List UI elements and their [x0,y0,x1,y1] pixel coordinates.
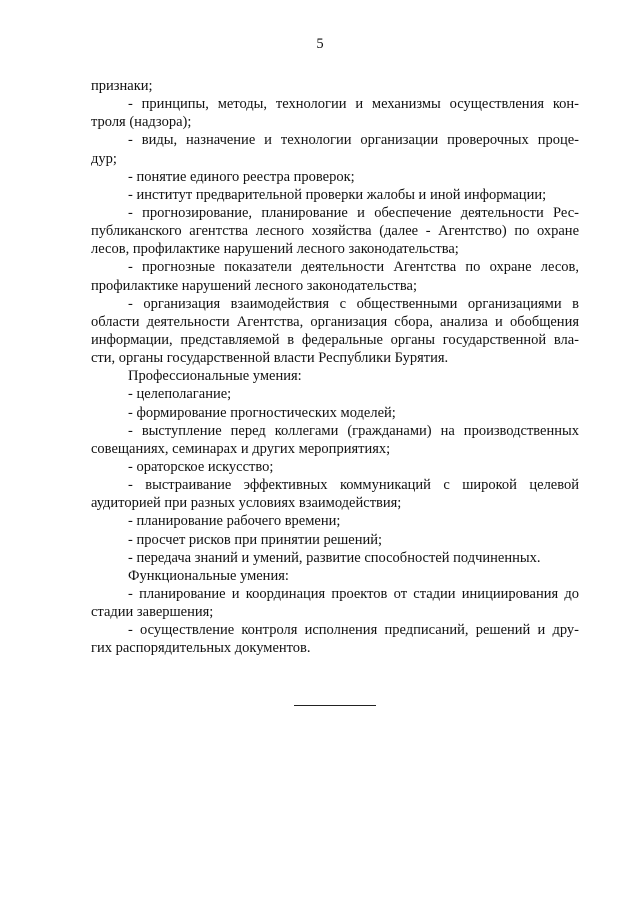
text-line: - организация взаимодействия с общественными организациями в [128,295,579,312]
text-line: публиканского агентства лесного хозяйства (далее - Агентство) по охране [91,223,579,240]
text-line: сти, органы государственной власти Республики Бурятия. [91,350,449,367]
page-number: 5 [316,36,324,52]
text-line: лесов, профилактике нарушений лесного законодательства; [91,241,459,258]
text-line: - выстраивание эффективных коммуникаций с широкой целевой [128,477,579,494]
document-body [91,77,579,658]
text-line: Профессиональные умения: [128,368,302,385]
text-line: - понятие единого реестра проверок; [128,168,355,185]
text-line: признаки; [91,78,153,94]
text-line: - прогнозные показатели деятельности Агентства по охране лесов, [128,259,579,276]
text-line: - передача знаний и умений, развитие способностей подчиненных. [128,549,541,566]
text-line: дур; [91,150,117,167]
text-line: - планирование рабочего времени; [128,513,341,530]
text-line: - планирование и координация проектов от стадии инициирования до [128,585,579,602]
text-line: - целеполагание; [128,386,232,403]
text-line: - институт предварительной проверки жалобы и иной информации; [128,186,547,203]
text-line: стадии завершения; [91,604,214,621]
text-line: - просчет рисков при принятии решений; [128,531,383,548]
text-line: - формирование прогностических моделей; [128,404,396,421]
text-line: Функциональные умения: [128,567,289,584]
text-line: области деятельности Агентства, организация сбора, анализа и обобщения [91,313,579,330]
text-line: - принципы, методы, технологии и механизмы осуществления кон- [128,96,579,113]
text-line: профилактике нарушений лесного законодательства; [91,277,417,294]
text-line: - прогнозирование, планирование и обеспечение деятельности Рес- [128,204,579,221]
text-line: - виды, назначение и технологии организации проверочных проце- [128,132,579,149]
text-line: - выступление перед коллегами (гражданами) на производственных [128,422,579,439]
text-line: - ораторское искусство; [128,458,274,475]
text-line: совещаниях, семинарах и других мероприятиях; [91,440,391,457]
text-line: - осуществление контроля исполнения предписаний, решений и дру- [128,622,579,639]
end-separator-line [294,705,376,706]
text-line: аудиторией при разных условиях взаимодействия; [91,495,402,512]
text-line: гих распорядительных документов. [91,640,311,657]
text-line: информации, представляемой в федеральные органы государственной вла- [91,331,579,348]
text-line: троля (надзора); [91,114,192,131]
